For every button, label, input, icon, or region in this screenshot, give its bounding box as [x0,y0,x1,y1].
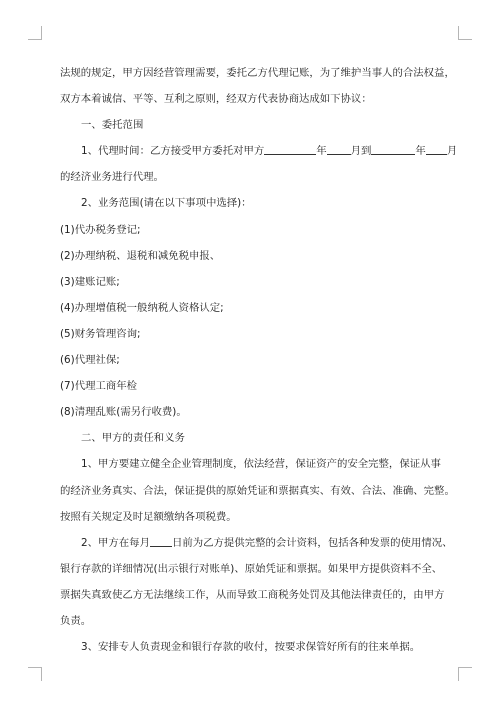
list-item [60,373,452,399]
line-text: 银行存款的详细情况(出示银行对账单)、原始凭证和票据。如果甲方提供资料不全、 [60,562,443,575]
line-text: 按照有关规定及时足额缴纳各项税费。 [60,510,237,523]
list-item-text: (5)财务管理咨询; [60,327,141,340]
document-body [60,60,458,660]
paragraph-line [60,190,452,216]
line-text: 法规的规定，甲方因经营管理需要，委托乙方代理记账，为了维护当事人的合法权益， [60,67,455,79]
line-text: 1、代理时间：乙方接受甲方委托对甲方 [81,145,265,158]
list-item [60,295,452,321]
heading-text: 二、甲方的责任和义务 [81,432,185,445]
line-text: 日前为乙方提供完整的会计资料，包括各种发票的使用情况、 [171,536,453,549]
list-item-text: (7)代理工商年检 [60,380,138,393]
line-text: 的经济业务进行代理。 [60,171,164,184]
paragraph-line [60,608,452,634]
list-item [60,217,452,243]
list-item [60,399,452,425]
list-item [60,243,452,269]
line-text: 月到 [350,145,372,158]
list-item-text: (2)办理纳税、退税和减免税申报、 [60,249,221,262]
line-text: 2、业务范围(请在以下事项中选择)： [81,197,252,210]
crop-mark-bottom-right [458,667,472,681]
paragraph-line [60,556,452,582]
paragraph-line [60,164,452,190]
fill-in-blank [327,142,351,155]
line-text: 年 [415,145,426,158]
paragraph-line [60,451,452,477]
line-text: 双方本着诚信、平等、互利之原则，经双方代表协商达成如下协议： [60,93,372,106]
list-item-text: (4)办理增值税一般纳税人资格认定; [60,301,224,314]
paragraph-line [60,478,455,504]
list-item-text: (6)代理社保; [60,354,120,367]
line-text: 月 [446,145,458,158]
list-item-text: (1)代办税务登记; [60,223,141,236]
fill-in-blank [150,534,172,547]
list-item-text: (3)建账记账; [60,275,120,288]
line-text: 票据失真致使乙方无法继续工作，从而导致工商税务处罚及其他法律责任的，由甲方 [60,588,445,601]
list-item [60,347,452,373]
line-text: 3、安排专人负责现金和银行存款的收付，按要求保管好所有的往来单据。 [81,641,421,654]
line-text: 的经济业务真实、合法，保证提供的原始凭证和票据真实、有效、合法、准确、完整。 [60,484,455,497]
fill-in-blank [264,142,316,155]
paragraph-line [60,60,455,86]
section-heading [60,112,452,138]
paragraph-line [60,504,452,530]
list-item-text: (8)清理乱账(需另行收费)。 [60,406,187,419]
line-text: 1、甲方要建立健全企业管理制度，依法经营，保证资产的安全完整，保证从事 [81,458,441,471]
crop-mark-top-left [28,26,42,40]
paragraph-line [60,530,452,556]
fill-in-blank [371,142,415,155]
paragraph-line [60,582,452,608]
crop-mark-bottom-left [28,667,42,681]
line-text: 负责。 [60,614,92,627]
heading-text: 一、委托范围 [81,119,144,132]
list-item [60,269,452,295]
paragraph-line [60,138,458,164]
line-text: 2、甲方在每月 [81,536,150,549]
paragraph-line [60,634,452,660]
fill-in-blank [426,142,447,155]
list-item [60,321,452,347]
section-heading [60,425,452,451]
paragraph-line [60,86,452,112]
line-text: 年 [316,145,327,158]
crop-mark-top-right [458,26,472,40]
